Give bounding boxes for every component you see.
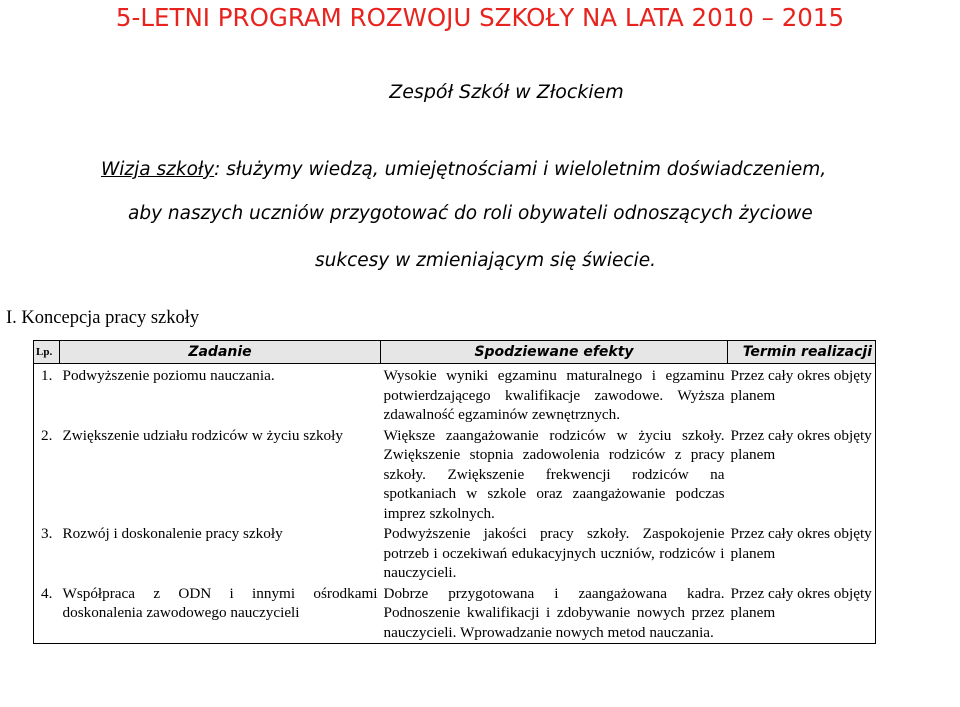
vision-line-1 xyxy=(101,157,826,183)
vision-line-2: aby naszych uczniów przygotować do roli obywateli odnoszących życiowe xyxy=(128,203,813,224)
table-row xyxy=(34,426,876,525)
document-title: 5-LETNI PROGRAM ROZWOJU SZKOŁY NA LATA 2010 – 2015 xyxy=(115,3,845,32)
row-number: 1. xyxy=(41,367,53,384)
header-effects: Spodziewane efekty xyxy=(381,341,728,364)
task-cell: Zwiększenie udziału rodziców w życiu szkoły xyxy=(62,426,343,444)
effects-cell: Podwyższenie jakości pracy szkoły. Zaspokojenie potrzeb i oczekiwań edukacyjnych uczniów, rodziców i nauczycieli. xyxy=(383,525,725,581)
row-number: 4. xyxy=(41,584,53,602)
row-number: 3. xyxy=(41,525,53,542)
concept-table xyxy=(33,340,876,644)
vision-label: Wizja szkoły xyxy=(101,159,215,180)
task-cell: Podwyższenie poziomu nauczania. xyxy=(62,367,275,384)
term-cell: Przez cały okres objęty planem xyxy=(730,584,872,621)
table-row xyxy=(34,584,876,644)
header-lp: Lp. xyxy=(34,341,60,364)
vision-line-1-text: : służymy wiedzą, umiejętnościami i wieloletnim doświadczeniem, xyxy=(214,159,827,180)
term-cell: Przez cały okres objęty planem xyxy=(730,426,872,463)
term-cell: Przez cały okres objęty planem xyxy=(730,367,872,404)
vision-line-3: sukcesy w zmieniającym się świecie. xyxy=(315,250,656,271)
section-heading: I. Koncepcja pracy szkoły xyxy=(6,308,200,328)
school-name: Zespół Szkół w Złockiem xyxy=(389,81,624,103)
task-cell: Współpraca z ODN i innymi ośrodkami doskonalenia zawodowego nauczycieli xyxy=(62,584,378,621)
row-number: 2. xyxy=(41,426,53,444)
header-term: Termin realizacji xyxy=(728,341,876,364)
table-row xyxy=(34,364,876,426)
task-cell: Rozwój i doskonalenie pracy szkoły xyxy=(62,525,283,542)
effects-cell: Wysokie wyniki egzaminu maturalnego i egzaminu potwierdzającego kwalifikacje zawodowe. Wyższa zdawalność egzaminów zewnętrznych. xyxy=(383,367,725,423)
table-row xyxy=(34,524,876,584)
table-header-row xyxy=(34,341,876,364)
term-cell: Przez cały okres objęty planem xyxy=(730,525,872,562)
effects-cell: Większe zaangażowanie rodziców w życiu szkoły. Zwiększenie stopnia zadowolenia rodziców z pracy szkoły. Zwiększenie frekwencji rodziców na spotkaniach w szkole oraz zaangażowanie podczas imprez szkolnych. xyxy=(383,426,725,522)
header-task: Zadanie xyxy=(60,341,381,364)
effects-cell: Dobrze przygotowana i zaangażowana kadra. Podnoszenie kwalifikacji i zdobywanie nowych przez nauczycieli. Wprowadzanie nowych metod nauczania. xyxy=(383,584,725,641)
